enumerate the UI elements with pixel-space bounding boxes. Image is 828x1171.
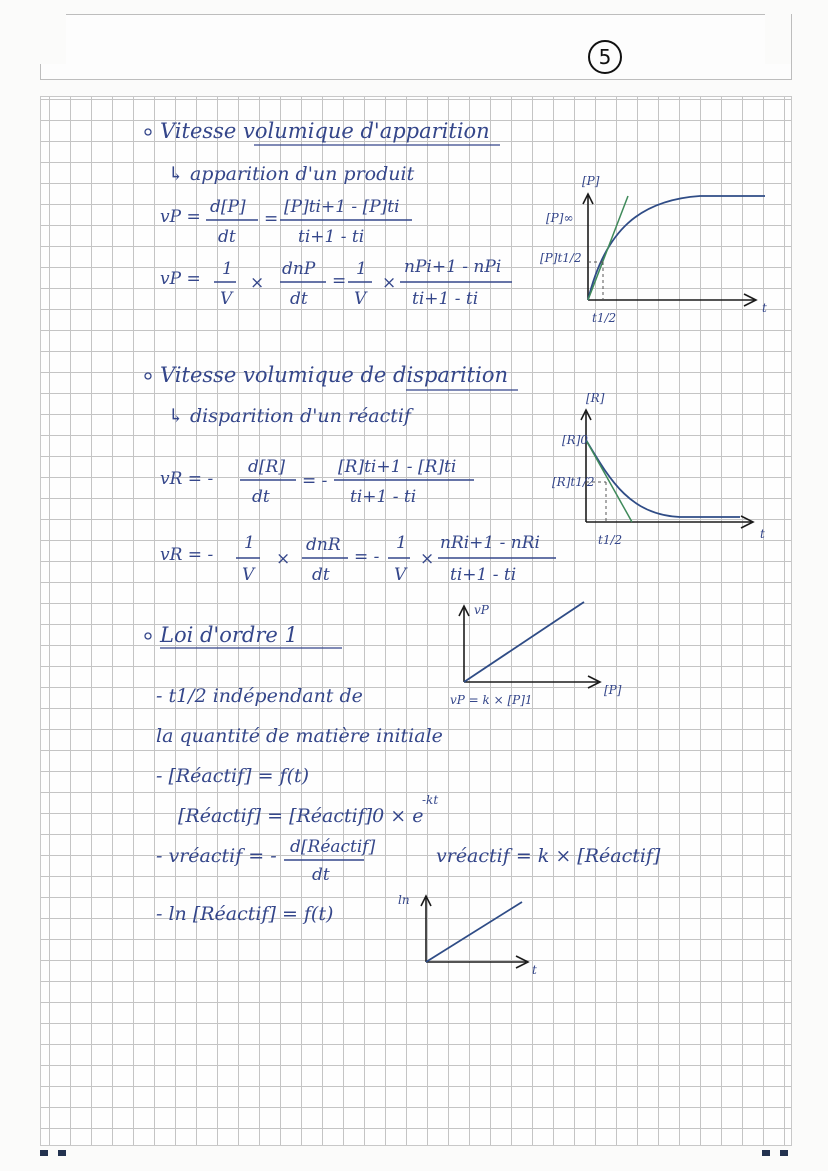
product-y-label: [P] — [582, 174, 600, 188]
equals-minus-sign: = - — [302, 471, 328, 491]
product-y-mark-1: [P]∞ — [546, 211, 574, 225]
ordre1-line1: - t1/2 indépendant de — [156, 685, 363, 707]
disparition-title: Vitesse volumique de disparition — [160, 363, 509, 387]
linear-v-caption: vP = k × [P]1 — [450, 693, 533, 707]
apparition-title: Vitesse volumique d'apparition — [160, 119, 490, 143]
product-x-label: t — [762, 301, 767, 315]
disparition-eq1-frac1-num: d[R] — [248, 457, 285, 477]
apparition-eq2-frac3-num: 1 — [356, 259, 367, 279]
disparition-eq1-lhs: vR = - — [160, 469, 214, 489]
times-sign: × — [382, 273, 397, 293]
reactant-y-mark-1: [R]0 — [562, 433, 589, 447]
linear-ln-x-label: t — [532, 963, 537, 977]
apparition-eq2-frac4-den: ti+1 - ti — [412, 289, 479, 309]
apparition-eq2-frac4-num: nPi+1 - nPi — [404, 257, 502, 277]
disparition-eq2-frac4-num: nRi+1 - nRi — [440, 533, 540, 553]
tangent-line — [588, 196, 628, 300]
disparition-subtitle: ↳ disparition d'un réactif — [168, 405, 411, 427]
product-curve — [588, 196, 765, 300]
apparition-eq2-frac2-num: dnP — [282, 259, 316, 279]
disparition-eq2-frac3-den: V — [394, 565, 407, 585]
apparition-subtitle: ↳ apparition d'un produit — [168, 163, 415, 185]
disparition-eq2-frac2-den: dt — [312, 565, 330, 585]
product-x-mark: t1/2 — [592, 311, 617, 325]
product-y-mark-2: [P]t1/2 — [540, 251, 582, 265]
page-number: 5 — [588, 40, 622, 74]
ordre1-title: Loi d'ordre 1 — [160, 623, 298, 647]
reactant-y-mark-2: [R]t1/2 — [552, 475, 595, 489]
reactant-x-mark: t1/2 — [598, 533, 623, 547]
times-sign: × — [420, 549, 435, 569]
linear-v-y-label: vP — [474, 603, 489, 617]
apparition-eq1-frac2-den: ti+1 - ti — [298, 227, 365, 247]
reactant-y-label: [R] — [586, 391, 605, 405]
reactant-concentration-graph — [552, 391, 765, 547]
apparition-eq2-frac3-den: V — [354, 289, 367, 309]
bullet — [145, 633, 151, 639]
disparition-eq2-frac4-den: ti+1 - ti — [450, 565, 517, 585]
ordre1-line4: [Réactif] = [Réactif]0 × e — [178, 805, 424, 827]
disparition-eq2-frac3-num: 1 — [396, 533, 407, 553]
times-sign: × — [276, 549, 291, 569]
disparition-eq1-frac2-den: ti+1 - ti — [350, 487, 417, 507]
apparition-eq2-frac1-den: V — [220, 289, 233, 309]
rate-linear-graph — [450, 602, 622, 707]
disparition-eq2-frac2-num: dnR — [306, 535, 341, 555]
disparition-eq2-frac1-num: 1 — [244, 533, 255, 553]
ordre1-line3: - [Réactif] = f(t) — [156, 765, 310, 787]
apparition-eq2-frac1-num: 1 — [222, 259, 233, 279]
linear-ln-y-label: ln — [398, 893, 410, 907]
apparition-eq1-frac2-num: [P]ti+1 - [P]ti — [284, 197, 400, 217]
apparition-eq2-frac2-den: dt — [290, 289, 308, 309]
ordre1-line5-lhs: - vréactif = - — [156, 845, 277, 867]
linear-v-x-label: [P] — [604, 683, 622, 697]
bullet — [145, 373, 151, 379]
equals-minus-sign: = - — [354, 547, 380, 567]
product-concentration-graph — [540, 174, 767, 325]
disparition-eq1-frac2-num: [R]ti+1 - [R]ti — [338, 457, 457, 477]
apparition-eq1-frac1-num: d[P] — [210, 197, 246, 217]
ordre1-line5-rhs: vréactif = k × [Réactif] — [436, 845, 661, 867]
bullet — [145, 129, 151, 135]
ordre1-line2: la quantité de matière initiale — [156, 725, 443, 747]
disparition-eq2-frac1-den: V — [242, 565, 255, 585]
disparition-eq1-frac1-den: dt — [252, 487, 270, 507]
reactant-curve — [586, 440, 740, 517]
disparition-eq2-lhs: vR = - — [160, 545, 214, 565]
apparition-eq1-frac1-den: dt — [218, 227, 236, 247]
ordre1-line4-exponent: -kt — [422, 793, 439, 807]
equals-sign: = — [264, 209, 279, 229]
ordre1-line6: - ln [Réactif] = f(t) — [156, 903, 334, 925]
ln-linear-graph — [398, 893, 537, 977]
ordre1-line5-num: d[Réactif] — [290, 837, 376, 857]
equals-sign: = — [332, 271, 347, 291]
times-sign: × — [250, 273, 265, 293]
ln-line — [426, 902, 522, 962]
ordre1-line5-den: dt — [312, 865, 330, 885]
reactant-x-label: t — [760, 527, 765, 541]
apparition-eq2-lhs: vP = — [160, 269, 201, 289]
apparition-eq1-lhs: vP = — [160, 207, 201, 227]
